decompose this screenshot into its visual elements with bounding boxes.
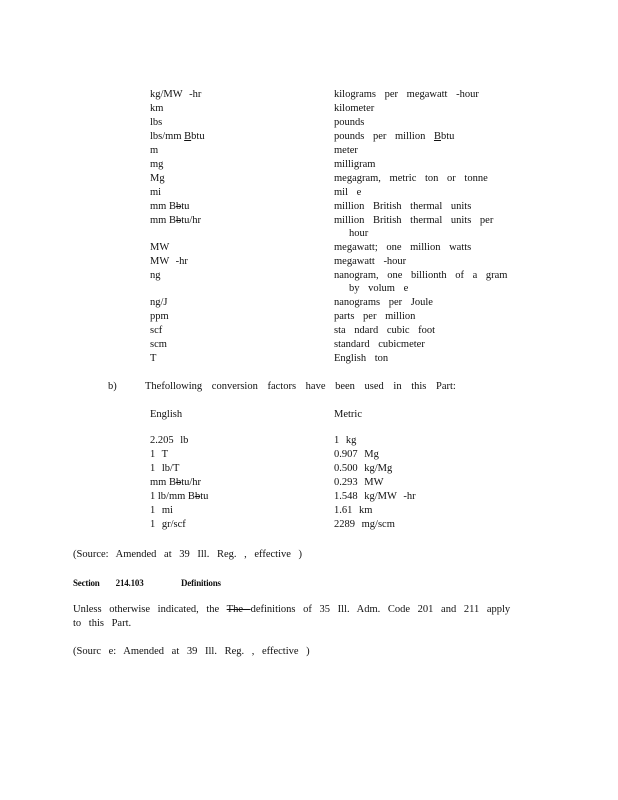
abbreviation-meaning: pounds — [334, 117, 365, 128]
abbreviation-meaning: kilograms per megawatt -hour — [334, 89, 479, 100]
abbreviation-meaning: million British thermal units — [334, 201, 472, 212]
abbreviation-term-part: lbs/mm — [150, 131, 185, 142]
abbreviation-term — [150, 130, 205, 144]
conversion-english: 1 lb/T — [150, 463, 180, 474]
section-title: Definitions — [181, 578, 221, 588]
abbreviation-term: Mg — [150, 173, 165, 184]
abbreviation-term-part: tu — [181, 201, 190, 212]
abbreviation-term: T — [150, 353, 157, 364]
definitions-text-before: Unless otherwise indicated, the — [73, 604, 227, 615]
definitions-text-after: definitions of 35 Ill. Adm. Code 201 and 211 apply to this Part. — [73, 604, 511, 629]
conversion-english-struck: b — [194, 491, 201, 502]
abbreviation-term: ng — [150, 270, 161, 281]
abbreviation-term: MW -hr — [150, 256, 188, 267]
abbreviation-meaning: parts per million — [334, 311, 416, 322]
abbreviation-meaning: million British thermal units per — [334, 215, 494, 226]
abbreviation-meaning-continued: hour — [349, 228, 369, 239]
source-note-2: (Sourc e: Amended at 39 Ill. Reg. , effective ) — [73, 646, 310, 657]
abbreviation-term: mi — [150, 187, 162, 198]
conversion-english — [150, 476, 201, 490]
conversion-metric: 1.61 km — [334, 505, 373, 516]
abbreviation-meaning: English ton — [334, 353, 389, 364]
conversion-metric: 0.500 kg/Mg — [334, 463, 393, 474]
conversion-metric: 0.907 Mg — [334, 449, 379, 460]
source-note-1: (Source: Amended at 39 Ill. Reg. , effective ) — [73, 549, 303, 560]
abbreviation-meaning: nanograms per Joule — [334, 297, 433, 308]
abbreviation-meaning: nanogram, one billionth of a gram — [334, 270, 508, 281]
abbreviation-meaning: mil e — [334, 187, 362, 198]
abbreviation-meaning: sta ndard cubic foot — [334, 325, 436, 336]
subsection-b-label: b) — [108, 381, 117, 392]
abbreviation-term-part: mm B — [150, 215, 176, 226]
abbreviation-meaning-continued: by volum e — [349, 283, 409, 294]
abbreviation-meaning-part: pounds per million — [334, 131, 434, 142]
definitions-text-struck: The — [226, 604, 251, 615]
abbreviation-term: mg — [150, 159, 164, 170]
abbreviation-term: m — [150, 145, 159, 156]
conversion-header-metric: Metric — [334, 409, 362, 420]
abbreviation-term — [150, 200, 189, 214]
conversion-metric: 1 kg — [334, 435, 357, 446]
conversion-metric: 0.293 MW — [334, 477, 384, 488]
abbreviation-meaning: milligram — [334, 159, 376, 170]
conversion-metric: 1.548 kg/MW -hr — [334, 491, 416, 502]
abbreviation-term: km — [150, 103, 164, 114]
subsection-b-intro: Thefollowing conversion factors have been used in this Part: — [145, 381, 456, 392]
abbreviation-term-struck: b — [175, 215, 182, 226]
abbreviation-term-part: tu/hr — [181, 215, 202, 226]
conversion-english — [150, 490, 208, 504]
abbreviation-term-part: mm B — [150, 201, 176, 212]
abbreviation-term-part: btu — [191, 131, 205, 142]
abbreviation-term: ng/J — [150, 297, 168, 308]
abbreviation-meaning: meter — [334, 145, 358, 156]
abbreviation-term-underlined: B — [184, 131, 192, 142]
conversion-english: 1 T — [150, 449, 169, 460]
conversion-english: 2.205 lb — [150, 435, 189, 446]
conversion-english: 1 mi — [150, 505, 173, 516]
abbreviation-term — [150, 214, 201, 228]
abbreviation-meaning-underlined: B — [433, 131, 441, 142]
abbreviation-term: scf — [150, 325, 163, 336]
abbreviation-term: MW — [150, 242, 170, 253]
abbreviation-meaning: standard cubicmeter — [334, 339, 425, 350]
definitions-paragraph — [73, 603, 518, 631]
abbreviation-meaning: megawatt -hour — [334, 256, 407, 267]
conversion-english-part: 1 lb/mm B — [150, 491, 195, 502]
conversion-english-struck: b — [175, 477, 182, 488]
conversion-english: 1 gr/scf — [150, 519, 186, 530]
conversion-english-part: mm B — [150, 477, 176, 488]
section-number: Section 214.103 — [73, 578, 144, 588]
conversion-metric: 2289 mg/scm — [334, 519, 395, 530]
abbreviation-term: scm — [150, 339, 167, 350]
abbreviation-term: kg/MW -hr — [150, 89, 202, 100]
abbreviation-meaning: megawatt; one million watts — [334, 242, 472, 253]
conversion-english-part: tu — [200, 491, 209, 502]
abbreviation-meaning-part: btu — [440, 131, 455, 142]
abbreviation-term: ppm — [150, 311, 169, 322]
conversion-header-english: English — [150, 409, 183, 420]
abbreviation-meaning: megagram, metric ton or tonne — [334, 173, 488, 184]
abbreviation-term-struck: b — [175, 201, 182, 212]
abbreviation-meaning — [334, 130, 454, 144]
abbreviation-term: lbs — [150, 117, 163, 128]
conversion-english-part: tu/hr — [181, 477, 202, 488]
abbreviation-meaning: kilometer — [334, 103, 375, 114]
